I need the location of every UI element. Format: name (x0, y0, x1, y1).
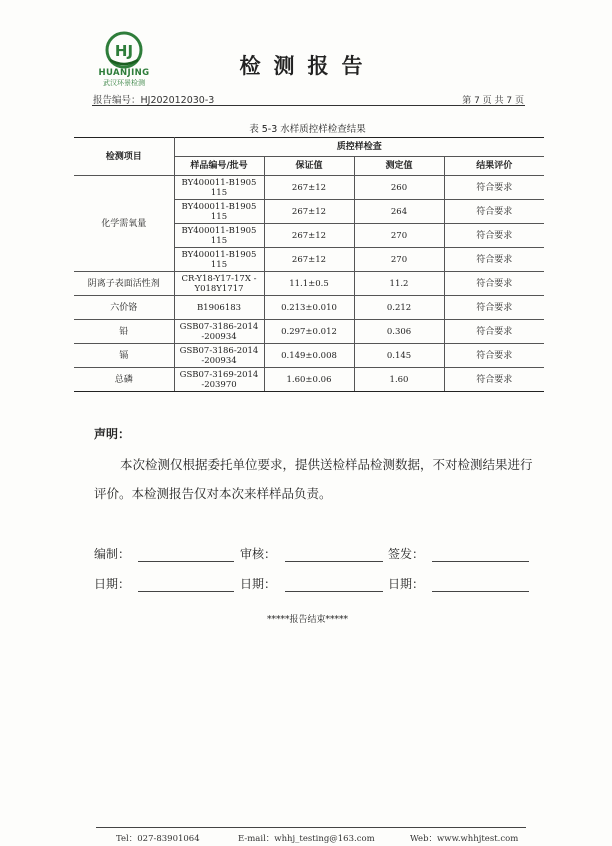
cell-guarantee: 0.297±0.012 (264, 320, 354, 344)
logo-emblem-icon (92, 30, 156, 70)
logo-text: HUANJING (98, 68, 150, 78)
declaration-body: 本次检测仅根据委托单位要求，提供送检样品检测数据，不对检测结果进行评价。本检测报告仅对本次来样样品负责。 (94, 457, 533, 501)
cell-measured: 264 (354, 200, 444, 224)
col-header-measured: 测定值 (354, 157, 444, 176)
cell-guarantee: 11.1±0.5 (264, 272, 354, 296)
cell-item: 化学需氧量 (74, 176, 174, 272)
cell-measured: 0.306 (354, 320, 444, 344)
col-header-group: 质控样检查 (174, 138, 544, 157)
date-line-3 (432, 591, 529, 592)
cell-item: 总磷 (74, 368, 174, 392)
cell-measured: 0.145 (354, 344, 444, 368)
cell-result: 符合要求 (444, 200, 544, 224)
cell-guarantee: 267±12 (264, 200, 354, 224)
compiled-signature-line (138, 561, 234, 562)
cell-result: 符合要求 (444, 368, 544, 392)
cell-measured: 0.212 (354, 296, 444, 320)
compiled-label: 编制： (94, 547, 131, 561)
footer-email: E-mail：whhj_testing@163.com (238, 834, 375, 844)
cell-item: 六价铬 (74, 296, 174, 320)
footer-divider (96, 827, 526, 828)
table-row (74, 320, 544, 344)
cell-result: 符合要求 (444, 296, 544, 320)
date-label-3: 日期： (388, 577, 425, 591)
cell-sample: CR-Y18-Y17-17X -Y018Y1717 (174, 272, 264, 296)
table-caption: 表 5-3 水样质控样检查结果 (249, 124, 366, 135)
cell-sample: BY400011-B1905 115 (174, 224, 264, 248)
cell-result: 符合要求 (444, 248, 544, 272)
page-title: 检测报告 (239, 54, 376, 78)
cell-guarantee: 0.149±0.008 (264, 344, 354, 368)
cell-guarantee: 267±12 (264, 176, 354, 200)
cell-sample: B1906183 (174, 296, 264, 320)
cell-measured: 11.2 (354, 272, 444, 296)
issued-label: 签发： (388, 547, 425, 561)
cell-guarantee: 267±12 (264, 224, 354, 248)
cell-guarantee: 0.213±0.010 (264, 296, 354, 320)
table-row (74, 176, 544, 200)
footer-web: Web：www.whhjtest.com (410, 834, 519, 844)
footer-tel: Tel：027-83901064 (116, 834, 200, 844)
reviewed-label: 审核： (240, 547, 277, 561)
cell-sample: GSB07-3186-2014 -200934 (174, 344, 264, 368)
col-header-sample: 样品编号/批号 (174, 157, 264, 176)
logo-letters: HJ (114, 42, 134, 60)
cell-measured: 260 (354, 176, 444, 200)
reviewed-signature-line (285, 561, 383, 562)
cell-item: 铅 (74, 320, 174, 344)
cell-measured: 270 (354, 248, 444, 272)
cell-guarantee: 1.60±0.06 (264, 368, 354, 392)
cell-sample: BY400011-B1905 115 (174, 176, 264, 200)
date-label-1: 日期： (94, 577, 131, 591)
cell-result: 符合要求 (444, 344, 544, 368)
page-number: 第 7 页 共 7 页 (462, 96, 524, 106)
cell-item: 镉 (74, 344, 174, 368)
col-header-result: 结果评价 (444, 157, 544, 176)
cell-sample: BY400011-B1905 115 (174, 248, 264, 272)
table-row (74, 272, 544, 296)
issued-signature-line (432, 561, 529, 562)
cell-result: 符合要求 (444, 272, 544, 296)
cell-result: 符合要求 (444, 176, 544, 200)
declaration-title: 声明： (94, 427, 131, 441)
logo-subtext: 武汉环景检测 (103, 79, 145, 87)
table-row (74, 368, 544, 392)
cell-measured: 1.60 (354, 368, 444, 392)
cell-sample: BY400011-B1905 115 (174, 200, 264, 224)
cell-guarantee: 267±12 (264, 248, 354, 272)
cell-sample: GSB07-3169-2014 -203970 (174, 368, 264, 392)
cell-result: 符合要求 (444, 224, 544, 248)
report-end-mark: *****报告结束***** (266, 615, 348, 625)
cell-measured: 270 (354, 224, 444, 248)
qc-table (74, 137, 544, 392)
col-header-guarantee: 保证值 (264, 157, 354, 176)
date-label-2: 日期： (240, 577, 277, 591)
report-number: 报告编号：HJ202012030-3 (93, 95, 215, 106)
date-line-1 (138, 591, 234, 592)
header-divider (92, 105, 525, 106)
cell-sample: GSB07-3186-2014 -200934 (174, 320, 264, 344)
table-row (74, 296, 544, 320)
table-row (74, 344, 544, 368)
cell-item: 阴离子表面活性剂 (74, 272, 174, 296)
col-header-item: 检测项目 (74, 138, 174, 176)
cell-result: 符合要求 (444, 320, 544, 344)
date-line-2 (285, 591, 383, 592)
